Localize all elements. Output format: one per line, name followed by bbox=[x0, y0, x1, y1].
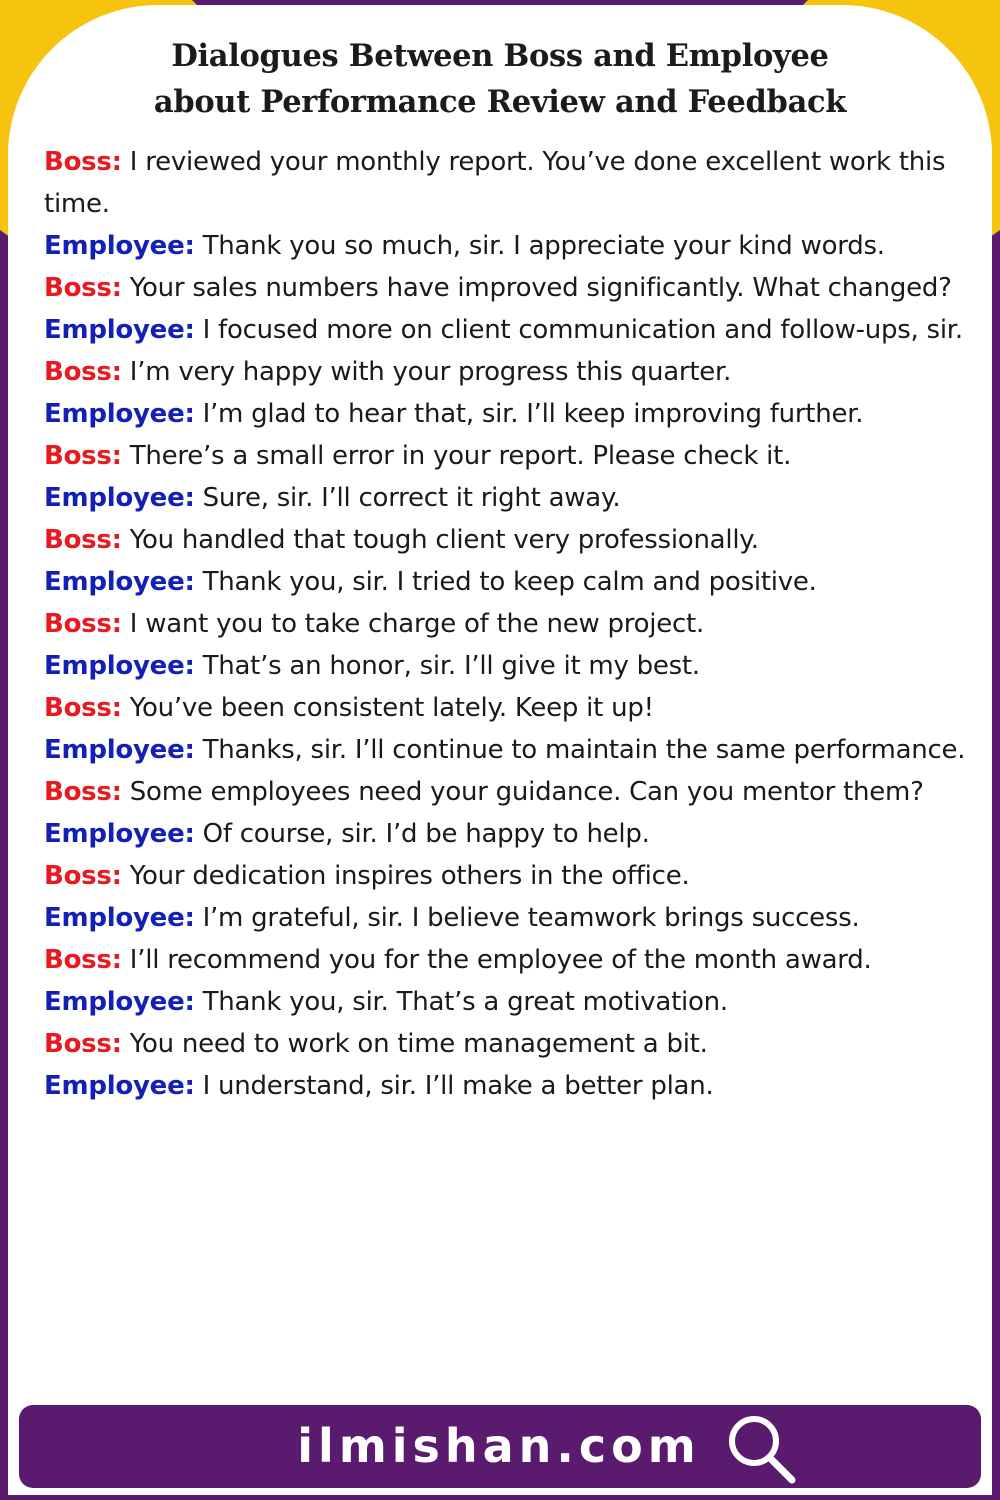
dialogue-text: You’ve been consistent lately. Keep it up! bbox=[121, 693, 654, 723]
site-name: ilmishan.com bbox=[297, 1419, 701, 1473]
title-line-1: Dialogues Between Boss and Employee bbox=[171, 38, 829, 74]
speaker-employee: Employee: bbox=[44, 735, 195, 765]
dialogue-line bbox=[44, 687, 969, 729]
speaker-boss: Boss: bbox=[44, 609, 122, 639]
dialogue-text: You need to work on time management a bit. bbox=[121, 1029, 708, 1059]
speaker-employee: Employee: bbox=[44, 399, 195, 429]
speaker-employee: Employee: bbox=[44, 903, 195, 933]
dialogue-text: That’s an honor, sir. I’ll give it my best. bbox=[194, 651, 700, 681]
dialogue-text: Thank you, sir. That’s a great motivation. bbox=[194, 987, 728, 1017]
search-icon bbox=[722, 1409, 802, 1485]
dialogue-line bbox=[44, 855, 969, 897]
speaker-employee: Employee: bbox=[44, 1071, 195, 1101]
dialogue-text: Thank you so much, sir. I appreciate your kind words. bbox=[194, 231, 885, 261]
title-line-2: about Performance Review and Feedback bbox=[153, 84, 847, 120]
speaker-boss: Boss: bbox=[44, 945, 122, 975]
dialogue-text: Some employees need your guidance. Can you mentor them? bbox=[121, 777, 924, 807]
dialogue-text: I understand, sir. I’ll make a better plan. bbox=[194, 1071, 714, 1101]
dialogue-text: I’ll recommend you for the employee of the month award. bbox=[121, 945, 872, 975]
dialogue-line bbox=[44, 897, 969, 939]
dialogue-text: You handled that tough client very professionally. bbox=[121, 525, 759, 555]
dialogue-line bbox=[44, 645, 969, 687]
dialogue-line bbox=[44, 981, 969, 1023]
dialogue-text: Thanks, sir. I’ll continue to maintain the same performance. bbox=[194, 735, 966, 765]
speaker-employee: Employee: bbox=[44, 987, 195, 1017]
speaker-boss: Boss: bbox=[44, 693, 122, 723]
dialogue-line bbox=[44, 561, 969, 603]
dialogue-text: Of course, sir. I’d be happy to help. bbox=[194, 819, 650, 849]
speaker-employee: Employee: bbox=[44, 231, 195, 261]
page-title bbox=[68, 33, 932, 125]
dialogue-text: Thank you, sir. I tried to keep calm and positive. bbox=[194, 567, 817, 597]
dialogue-text: I focused more on client communication and follow-ups, sir. bbox=[194, 315, 963, 345]
speaker-boss: Boss: bbox=[44, 273, 122, 303]
dialogue-text: Your dedication inspires others in the office. bbox=[121, 861, 690, 891]
dialogue-line bbox=[44, 603, 969, 645]
content-card bbox=[8, 5, 992, 1495]
speaker-boss: Boss: bbox=[44, 861, 122, 891]
footer-banner[interactable] bbox=[19, 1405, 981, 1488]
dialogue-text: I’m very happy with your progress this quarter. bbox=[121, 357, 732, 387]
dialogue-line bbox=[44, 729, 969, 771]
dialogue-line bbox=[44, 435, 969, 477]
dialogue-line bbox=[44, 477, 969, 519]
speaker-boss: Boss: bbox=[44, 1029, 122, 1059]
speaker-boss: Boss: bbox=[44, 525, 122, 555]
dialogue-text: I’m grateful, sir. I believe teamwork brings success. bbox=[194, 903, 860, 933]
dialogue-line bbox=[44, 813, 969, 855]
dialogue-line bbox=[44, 309, 969, 351]
dialogue-line bbox=[44, 393, 969, 435]
dialogue-line bbox=[44, 225, 969, 267]
dialogue-line bbox=[44, 771, 969, 813]
dialogue-list bbox=[44, 141, 969, 1107]
dialogue-text: There’s a small error in your report. Please check it. bbox=[121, 441, 792, 471]
speaker-employee: Employee: bbox=[44, 819, 195, 849]
speaker-employee: Employee: bbox=[44, 567, 195, 597]
speaker-boss: Boss: bbox=[44, 357, 122, 387]
speaker-boss: Boss: bbox=[44, 441, 122, 471]
dialogue-line bbox=[44, 1023, 969, 1065]
dialogue-text: I’m glad to hear that, sir. I’ll keep improving further. bbox=[194, 399, 864, 429]
dialogue-text: I reviewed your monthly report. You’ve done excellent work this time. bbox=[44, 147, 946, 219]
speaker-employee: Employee: bbox=[44, 315, 195, 345]
dialogue-text: I want you to take charge of the new project. bbox=[121, 609, 705, 639]
speaker-boss: Boss: bbox=[44, 777, 122, 807]
speaker-employee: Employee: bbox=[44, 483, 195, 513]
dialogue-line bbox=[44, 939, 969, 981]
dialogue-text: Your sales numbers have improved significantly. What changed? bbox=[121, 273, 952, 303]
dialogue-text: Sure, sir. I’ll correct it right away. bbox=[194, 483, 621, 513]
dialogue-line bbox=[44, 1065, 969, 1107]
speaker-boss: Boss: bbox=[44, 147, 122, 177]
dialogue-line bbox=[44, 267, 969, 309]
dialogue-line bbox=[44, 519, 969, 561]
dialogue-line bbox=[44, 351, 969, 393]
speaker-employee: Employee: bbox=[44, 651, 195, 681]
dialogue-line bbox=[44, 141, 969, 225]
